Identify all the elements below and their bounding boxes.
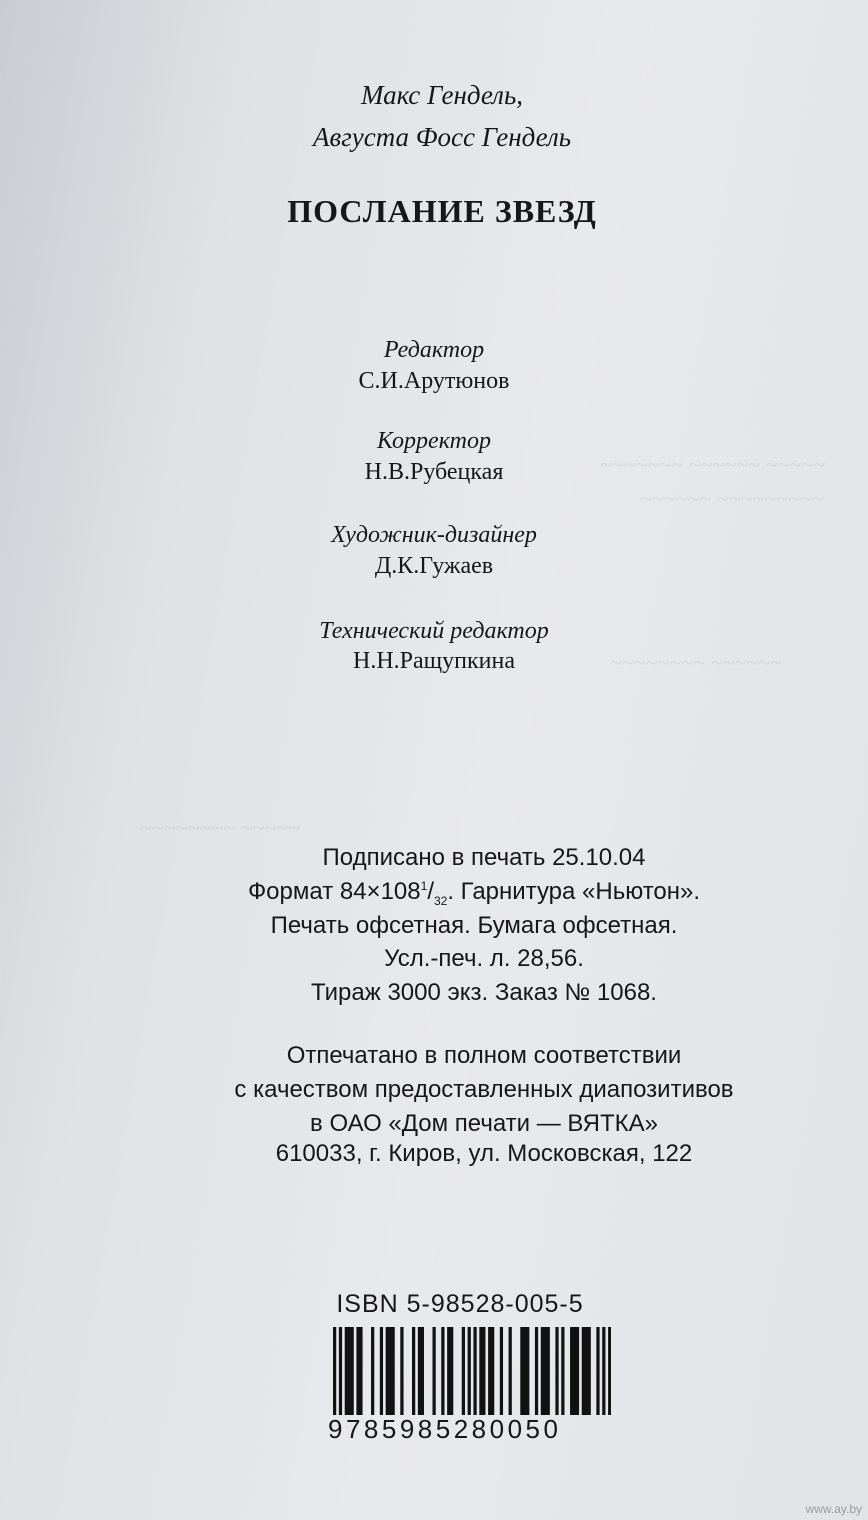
watermark: www.ay.by <box>805 1502 862 1516</box>
barcode-bar <box>380 1327 383 1415</box>
credit-role: Корректор <box>377 428 491 454</box>
barcode-bar <box>345 1327 348 1415</box>
barcode-bar <box>526 1327 529 1415</box>
barcode-bar <box>400 1327 403 1415</box>
show-through-text: ~~~~~~~ ~~~~~~ ~~~~~ <box>600 452 826 477</box>
show-through-text: ~~~~~~~~ ~~~~~~ <box>610 650 783 675</box>
barcode-bar <box>371 1327 374 1415</box>
barcode-bar <box>339 1327 342 1415</box>
printer-address: 610033, г. Киров, ул. Московская, 122 <box>275 1140 693 1167</box>
barcode-bar <box>348 1327 351 1415</box>
barcode-bar <box>488 1327 491 1415</box>
show-through-text: ~~~~~~~~ ~~~~~ <box>140 815 301 840</box>
barcode-bar <box>418 1327 421 1415</box>
imprint-printing: Печать офсетная. Бумага офсетная. <box>270 912 678 939</box>
barcode-bar <box>441 1327 444 1415</box>
barcode-bar <box>333 1327 336 1415</box>
credit-name: Д.К.Гужаев <box>374 553 494 579</box>
barcode-bar <box>541 1327 544 1415</box>
credit-name: Н.В.Рубецкая <box>364 459 504 485</box>
barcode-bar <box>421 1327 424 1415</box>
barcode-bar <box>432 1327 435 1415</box>
barcode-bar <box>561 1327 564 1415</box>
barcode-bar <box>389 1327 392 1415</box>
imprint-format: Формат $84\times 108^1/_{32}$. Гарнитура «Ньютон». <box>247 878 701 908</box>
barcode-bar <box>555 1327 558 1415</box>
isbn-barcode <box>333 1327 611 1415</box>
credit-name: С.И.Арутюнов <box>358 368 510 394</box>
barcode-bar <box>535 1327 538 1415</box>
barcode-bar <box>351 1327 354 1415</box>
printer-line: Отпечатано в полном соответствии <box>286 1042 682 1069</box>
barcode-bar <box>468 1327 471 1415</box>
barcode-bar <box>500 1327 503 1415</box>
barcode-bar <box>570 1327 573 1415</box>
barcode-bar <box>392 1327 395 1415</box>
barcode-bar <box>573 1327 576 1415</box>
format-prefix: Формат 84×108 <box>247 878 421 905</box>
barcode-bar <box>462 1327 465 1415</box>
credit-role: Редактор <box>383 337 485 363</box>
show-through-text: ~~~~~~ ~~~~~~~~~ <box>640 486 825 511</box>
printer-line: в ОАО «Дом печати — ВЯТКА» <box>310 1110 658 1137</box>
barcode-bar <box>576 1327 579 1415</box>
credit-name: Н.Н.Ращупкина <box>353 648 515 674</box>
barcode-bar <box>582 1327 585 1415</box>
barcode-bar <box>520 1327 523 1415</box>
barcode-bar <box>544 1327 547 1415</box>
author-2: Августа Фосс Гендель <box>312 122 572 152</box>
barcode-bar <box>547 1327 550 1415</box>
credit-role: Технический редактор <box>319 618 549 644</box>
barcode-bar <box>450 1327 453 1415</box>
printer-line: с качеством предоставленных диапозитивов <box>234 1076 734 1103</box>
barcode-bar <box>596 1327 599 1415</box>
barcode-bar <box>585 1327 588 1415</box>
barcode-bar <box>608 1327 611 1415</box>
barcode-bar <box>359 1327 362 1415</box>
barcode-bar <box>356 1327 359 1415</box>
imprint-run: Тираж 3000 экз. Заказ № 1068. <box>311 979 657 1006</box>
barcode-bar <box>447 1327 450 1415</box>
format-suffix: . Гарнитура «Ньютон». <box>447 878 701 905</box>
isbn-number: ISBN 5-98528-005-5 <box>336 1290 584 1318</box>
format-sub: 32 <box>433 893 448 908</box>
barcode-bar <box>479 1327 482 1415</box>
barcode-bar <box>523 1327 526 1415</box>
barcode-bar <box>491 1327 494 1415</box>
barcode-bar <box>412 1327 415 1415</box>
book-title: ПОСЛАНИЕ ЗВЕЗД <box>287 193 597 229</box>
barcode-bar <box>588 1327 591 1415</box>
barcode-bar <box>386 1327 389 1415</box>
barcode-bar <box>473 1327 476 1415</box>
author-1: Макс Гендель, <box>361 80 523 110</box>
barcode-bar <box>482 1327 485 1415</box>
barcode-bar <box>509 1327 512 1415</box>
barcode-digits: 9785985280050 <box>328 1414 562 1444</box>
imprint-sheets: Усл.-печ. л. 28,56. <box>384 945 584 972</box>
imprint-signed: Подписано в печать 25.10.04 <box>322 844 646 871</box>
barcode-bar <box>602 1327 605 1415</box>
credit-role: Художник-дизайнер <box>331 522 537 548</box>
format-sup: 1 <box>420 879 428 893</box>
